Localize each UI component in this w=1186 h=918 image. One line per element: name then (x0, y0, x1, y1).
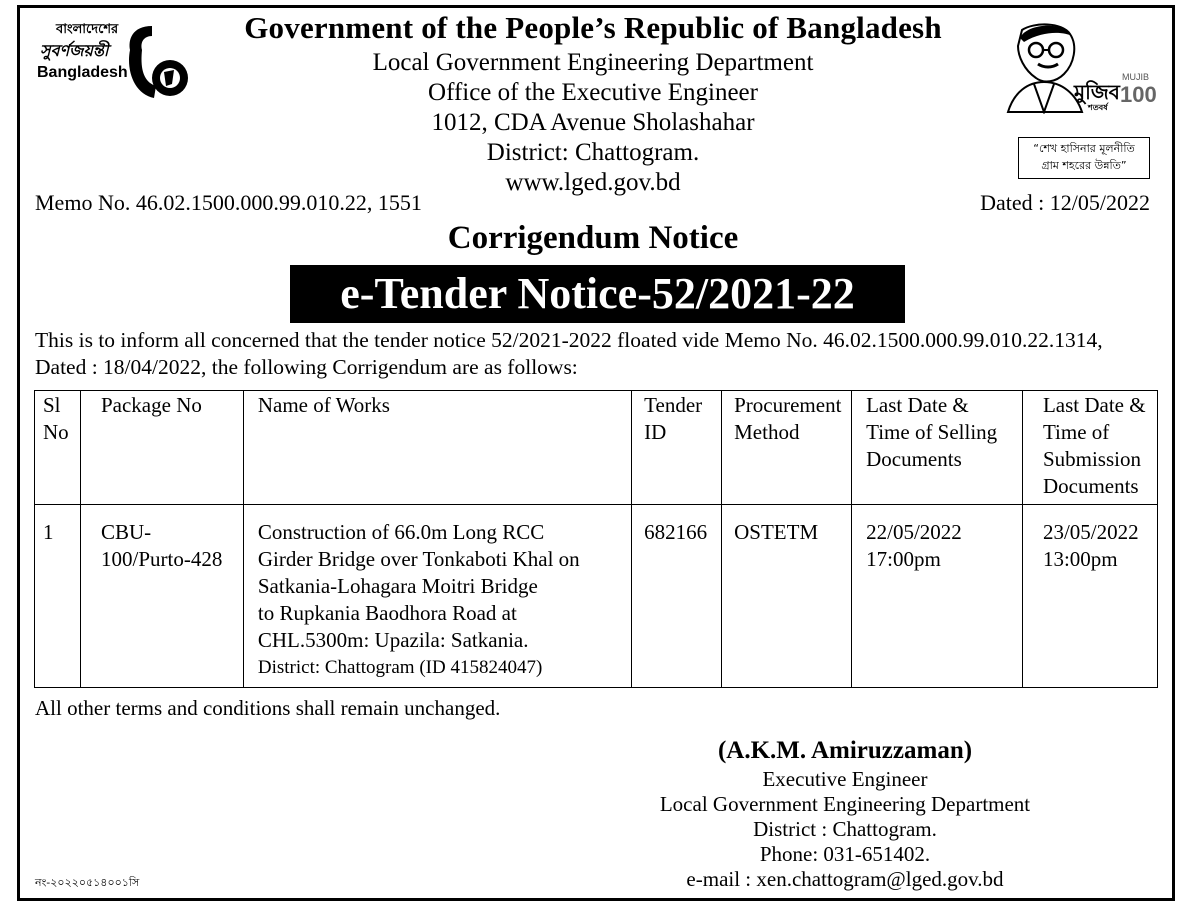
signatory-email: e-mail : xen.chattogram@lged.gov.bd (686, 867, 1004, 891)
mujib-sub-text: শতবর্ষ (1088, 103, 1108, 112)
header-package: Package No (80, 391, 243, 505)
tender-notice-banner: e-Tender Notice-52/2021-22 (290, 265, 905, 323)
table-row (35, 505, 1158, 688)
department-line: Local Government Engineering Department (372, 49, 814, 76)
mujib-english-text: MUJIB (1122, 72, 1149, 82)
logo-bangladesh-text: Bangladesh (37, 64, 128, 81)
header-submission-date: Last Date & Time of Submission Documents (1022, 391, 1157, 505)
cell-tender-id: 682166 (632, 505, 722, 688)
logo-bangla-line2: সুবর্ণজয়ন্তী (40, 41, 109, 60)
cell-package: CBU- 100/Purto-428 (80, 505, 243, 688)
signatory-name: (A.K.M. Amiruzzaman) (717, 737, 973, 764)
intro-line2: Dated : 18/04/2022, the following Corrigendum are as follows: (35, 355, 578, 379)
signatory-title: Executive Engineer (762, 767, 928, 791)
address-line: 1012, CDA Avenue Sholashahar (431, 109, 755, 136)
mujib-100-number: 100 (1120, 82, 1157, 107)
government-title: Government of the People’s Republic of Bangladesh (244, 10, 942, 45)
cell-selling-date: 22/05/2022 17:00pm (852, 505, 1023, 688)
signatory-phone: Phone: 031-651402. (759, 842, 931, 866)
header-selling-date: Last Date & Time of Selling Documents (852, 391, 1023, 505)
corrigendum-title: Corrigendum Notice (447, 220, 739, 256)
cell-sl: 1 (35, 505, 81, 688)
motto-line1: “শেখ হাসিনার মূলনীতি (1033, 142, 1135, 155)
logo-bangla-line1: বাংলাদেশের (56, 22, 119, 37)
cell-method: OSTETM (722, 505, 852, 688)
table-header-row (35, 391, 1158, 505)
website-line: www.lged.gov.bd (505, 169, 681, 196)
header-tender-id: Tender ID (632, 391, 722, 505)
memo-number: Memo No. 46.02.1500.000.99.010.22, 1551 (35, 190, 422, 215)
office-line: Office of the Executive Engineer (428, 79, 758, 106)
works-table (34, 390, 1158, 688)
cell-submission-date: 23/05/2022 13:00pm (1022, 505, 1157, 688)
header-procurement-method: Procurement Method (722, 391, 852, 505)
signatory-department: Local Government Engineering Department (659, 792, 1031, 816)
cell-works: Construction of 66.0m Long RCC Girder Bridge over Tonkaboti Khal on Satkania-Lohagara Moitri Bridge to Rupkania Baodhora Road at CHL.5300m: Upazila: Satkania. District: Chattogram (ID 415824047) (243, 505, 631, 688)
mujib-100-logo (1004, 20, 1157, 114)
signatory-district: District : Chattogram. (753, 817, 937, 841)
reference-number: নং-২০২২০৫১৪০০১সি (35, 876, 140, 889)
motto-box (1018, 137, 1150, 179)
terms-note: All other terms and conditions shall remain unchanged. (35, 696, 501, 720)
memo-date: Dated : 12/05/2022 (980, 190, 1150, 215)
intro-line1: This is to inform all concerned that the tender notice 52/2021-2022 floated vide Memo No. 46.02.1500.000.99.010.22.1314, (35, 328, 1103, 352)
mujib-bangla-text: মুজিব (1074, 80, 1120, 104)
intro-paragraph (35, 327, 1165, 381)
district-line: District: Chattogram. (486, 139, 700, 166)
motto-line2: গ্রাম শহরের উন্নতি” (1041, 159, 1127, 172)
header-sl: Sl No (35, 391, 81, 505)
header-works: Name of Works (243, 391, 631, 505)
